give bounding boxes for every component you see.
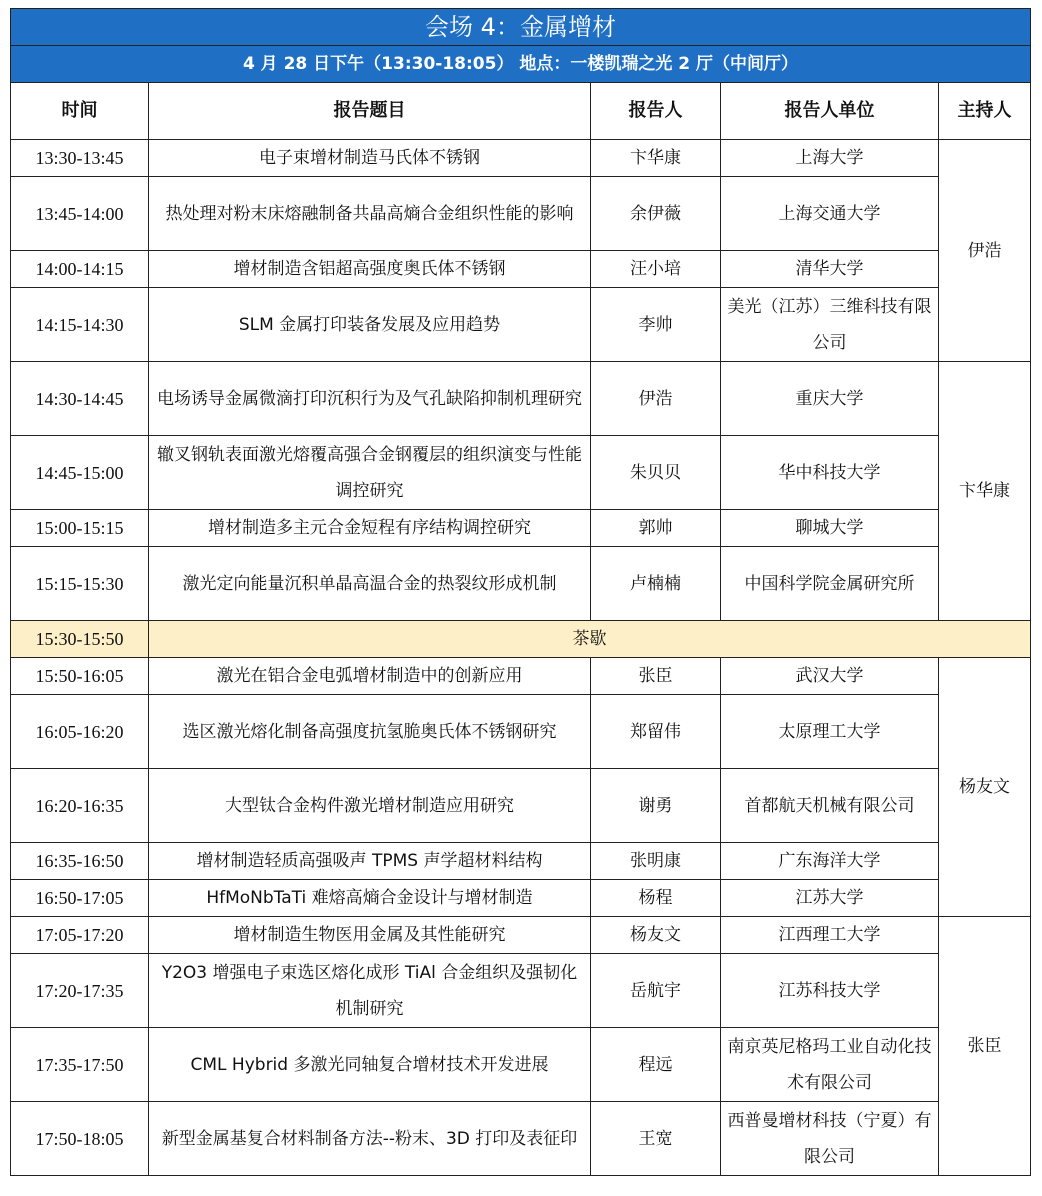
row-topic: 热处理对粉末床熔融制备共晶高熵合金组织性能的影响 xyxy=(149,177,591,251)
break-time: 15:30-15:50 xyxy=(11,621,149,658)
row-host: 杨友文 xyxy=(939,658,1031,917)
schedule-table xyxy=(10,8,1031,1176)
row-org: 聊城大学 xyxy=(721,510,939,547)
row-topic: 大型钛合金构件激光增材制造应用研究 xyxy=(149,769,591,843)
table-row xyxy=(11,1028,1031,1102)
col-header-org: 报告人单位 xyxy=(721,83,939,140)
row-topic: Y2O3 增强电子束选区熔化成形 TiAl 合金组织及强韧化机制研究 xyxy=(149,954,591,1028)
row-time: 16:20-16:35 xyxy=(11,769,149,843)
row-time: 16:50-17:05 xyxy=(11,880,149,917)
row-time: 15:50-16:05 xyxy=(11,658,149,695)
row-speaker: 张明康 xyxy=(591,843,721,880)
col-header-speaker: 报告人 xyxy=(591,83,721,140)
col-header-time: 时间 xyxy=(11,83,149,140)
table-row xyxy=(11,177,1031,251)
table-row xyxy=(11,1102,1031,1176)
row-org: 南京英尼格玛工业自动化技术有限公司 xyxy=(721,1028,939,1102)
table-row xyxy=(11,140,1031,177)
row-org: 中国科学院金属研究所 xyxy=(721,547,939,621)
row-topic: CML Hybrid 多激光同轴复合增材技术开发进展 xyxy=(149,1028,591,1102)
row-host: 卞华康 xyxy=(939,362,1031,621)
row-topic: HfMoNbTaTi 难熔高熵合金设计与增材制造 xyxy=(149,880,591,917)
row-org: 清华大学 xyxy=(721,251,939,288)
row-speaker: 李帅 xyxy=(591,288,721,362)
row-org: 上海交通大学 xyxy=(721,177,939,251)
row-time: 13:30-13:45 xyxy=(11,140,149,177)
row-topic: 电场诱导金属微滴打印沉积行为及气孔缺陷抑制机理研究 xyxy=(149,362,591,436)
row-topic: 选区激光熔化制备高强度抗氢脆奥氏体不锈钢研究 xyxy=(149,695,591,769)
row-time: 15:00-15:15 xyxy=(11,510,149,547)
row-org: 首都航天机械有限公司 xyxy=(721,769,939,843)
row-time: 15:15-15:30 xyxy=(11,547,149,621)
row-host: 伊浩 xyxy=(939,140,1031,362)
table-row xyxy=(11,288,1031,362)
row-speaker: 杨友文 xyxy=(591,917,721,954)
row-speaker: 杨程 xyxy=(591,880,721,917)
table-row xyxy=(11,769,1031,843)
col-header-topic: 报告题目 xyxy=(149,83,591,140)
row-time: 17:20-17:35 xyxy=(11,954,149,1028)
row-time: 14:15-14:30 xyxy=(11,288,149,362)
row-topic: 电子束增材制造马氏体不锈钢 xyxy=(149,140,591,177)
row-topic: 激光在铝合金电弧增材制造中的创新应用 xyxy=(149,658,591,695)
row-host: 张臣 xyxy=(939,917,1031,1176)
row-speaker: 余伊薇 xyxy=(591,177,721,251)
session-subtitle: 4 月 28 日下午（13:30-18:05） 地点：一楼凯瑞之光 2 厅（中间厅） xyxy=(11,46,1031,83)
row-speaker: 卢楠楠 xyxy=(591,547,721,621)
title-row xyxy=(11,9,1031,46)
col-header-host: 主持人 xyxy=(939,83,1031,140)
row-topic: 增材制造含铝超高强度奥氏体不锈钢 xyxy=(149,251,591,288)
table-row xyxy=(11,658,1031,695)
row-speaker: 伊浩 xyxy=(591,362,721,436)
row-topic: SLM 金属打印装备发展及应用趋势 xyxy=(149,288,591,362)
table-row xyxy=(11,510,1031,547)
column-header-row xyxy=(11,83,1031,140)
subtitle-row xyxy=(11,46,1031,83)
table-row xyxy=(11,880,1031,917)
row-time: 14:45-15:00 xyxy=(11,436,149,510)
row-topic: 激光定向能量沉积单晶高温合金的热裂纹形成机制 xyxy=(149,547,591,621)
break-row xyxy=(11,621,1031,658)
table-row xyxy=(11,547,1031,621)
row-org: 江苏科技大学 xyxy=(721,954,939,1028)
row-org: 江苏大学 xyxy=(721,880,939,917)
row-org: 武汉大学 xyxy=(721,658,939,695)
row-speaker: 朱贝贝 xyxy=(591,436,721,510)
row-time: 13:45-14:00 xyxy=(11,177,149,251)
row-speaker: 岳航宇 xyxy=(591,954,721,1028)
row-org: 美光（江苏）三维科技有限公司 xyxy=(721,288,939,362)
row-speaker: 卞华康 xyxy=(591,140,721,177)
row-speaker: 谢勇 xyxy=(591,769,721,843)
row-topic: 增材制造生物医用金属及其性能研究 xyxy=(149,917,591,954)
row-time: 17:05-17:20 xyxy=(11,917,149,954)
table-row xyxy=(11,954,1031,1028)
row-org: 华中科技大学 xyxy=(721,436,939,510)
row-time: 17:50-18:05 xyxy=(11,1102,149,1176)
row-org: 重庆大学 xyxy=(721,362,939,436)
table-row xyxy=(11,362,1031,436)
row-time: 14:00-14:15 xyxy=(11,251,149,288)
row-org: 上海大学 xyxy=(721,140,939,177)
row-speaker: 程远 xyxy=(591,1028,721,1102)
row-speaker: 汪小培 xyxy=(591,251,721,288)
row-topic: 增材制造轻质高强吸声 TPMS 声学超材料结构 xyxy=(149,843,591,880)
row-speaker: 郑留伟 xyxy=(591,695,721,769)
table-row xyxy=(11,251,1031,288)
row-time: 14:30-14:45 xyxy=(11,362,149,436)
break-label: 茶歇 xyxy=(149,621,1031,658)
row-topic: 增材制造多主元合金短程有序结构调控研究 xyxy=(149,510,591,547)
row-org: 西普曼增材科技（宁夏）有限公司 xyxy=(721,1102,939,1176)
schedule-container xyxy=(10,8,1030,1176)
row-speaker: 王宽 xyxy=(591,1102,721,1176)
row-org: 太原理工大学 xyxy=(721,695,939,769)
session-title: 会场 4：金属增材 xyxy=(11,9,1031,46)
table-row xyxy=(11,917,1031,954)
row-org: 广东海洋大学 xyxy=(721,843,939,880)
row-org: 江西理工大学 xyxy=(721,917,939,954)
row-speaker: 张臣 xyxy=(591,658,721,695)
row-time: 16:05-16:20 xyxy=(11,695,149,769)
row-time: 16:35-16:50 xyxy=(11,843,149,880)
row-topic: 辙叉钢轨表面激光熔覆高强合金钢覆层的组织演变与性能调控研究 xyxy=(149,436,591,510)
table-row xyxy=(11,843,1031,880)
table-row xyxy=(11,695,1031,769)
row-topic: 新型金属基复合材料制备方法--粉末、3D 打印及表征印 xyxy=(149,1102,591,1176)
table-row xyxy=(11,436,1031,510)
row-time: 17:35-17:50 xyxy=(11,1028,149,1102)
row-speaker: 郭帅 xyxy=(591,510,721,547)
